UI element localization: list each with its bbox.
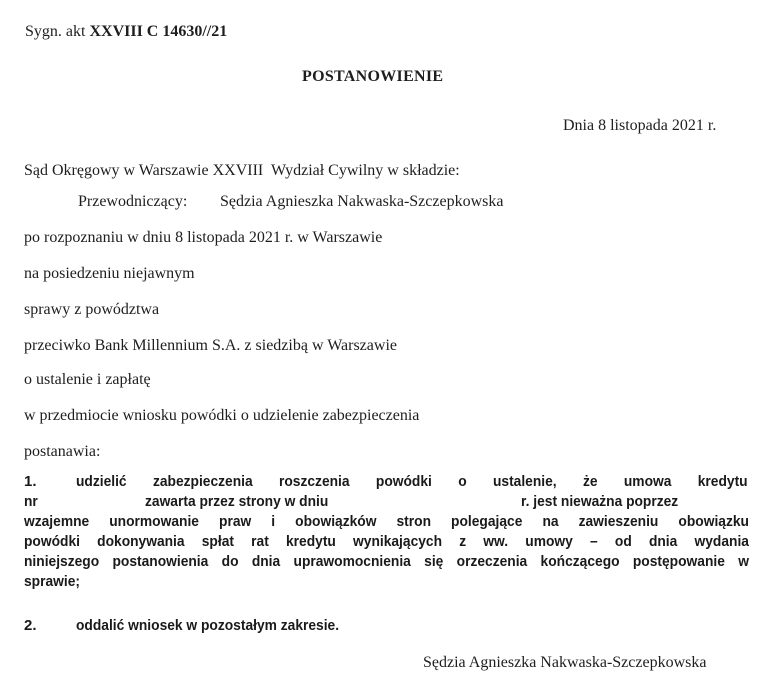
ruling-item-number: 2. bbox=[24, 617, 37, 634]
document-date: Dnia 8 listopada 2021 r. bbox=[563, 117, 717, 134]
ruling-item-text: oddalić wniosek w pozostałym zakresie. bbox=[76, 617, 340, 634]
case-number: XXVIII C 14630//21 bbox=[89, 23, 228, 40]
ruling-body-line: powódki dokonywania spłat rat kredytu wynikających z ww. umowy – od dnia wydania bbox=[24, 533, 749, 550]
case-signature-prefix: Sygn. akt bbox=[25, 23, 90, 40]
concluded-by-text: zawarta przez strony w dniu bbox=[145, 493, 329, 510]
decides-label: postanawia: bbox=[24, 443, 101, 460]
motion-subject: w przedmiocie wniosku powódki o udzielenie zabezpieczenia bbox=[24, 407, 420, 424]
ruling-body-line: niniejszego postanowienia do dnia uprawomocnienia się orzeczenia kończącego postępowanie w bbox=[24, 553, 749, 570]
ruling-item-body bbox=[24, 512, 749, 592]
chair-name: Sędzia Agnieszka Nakwaska-Szczepkowska bbox=[220, 193, 504, 210]
document-title: POSTANOWIENIE bbox=[302, 68, 444, 85]
hearing-info: po rozpoznaniu w dniu 8 listopada 2021 r. w Warszawie bbox=[24, 229, 383, 246]
ruling-body-line: sprawie; bbox=[24, 573, 80, 590]
loan-number-label: nr bbox=[24, 493, 38, 510]
ruling-item-number: 1. bbox=[24, 473, 37, 490]
defendant-line: przeciwko Bank Millennium S.A. z siedzibą w Warszawie bbox=[24, 337, 397, 354]
ruling-body-line: wzajemne unormowanie praw i obowiązków stron polegające na zawieszeniu obowiązku bbox=[24, 513, 749, 530]
plaintiff-line: sprawy z powództwa bbox=[24, 301, 160, 318]
judge-signature: Sędzia Agnieszka Nakwaska-Szczepkowska bbox=[423, 654, 707, 671]
ruling-item-text-first-line: udzielić zabezpieczenia roszczenia powódki o ustalenie, że umowa kredytu bbox=[76, 473, 748, 490]
case-signature bbox=[25, 23, 227, 41]
claim-subject: o ustalenie i zapłatę bbox=[24, 371, 151, 388]
invalid-text: r. jest nieważna poprzez bbox=[521, 493, 679, 510]
session-type: na posiedzeniu niejawnym bbox=[24, 265, 195, 282]
chair-label: Przewodniczący: bbox=[78, 193, 188, 210]
court-composition: Sąd Okręgowy w Warszawie XXVIII Wydział Cywilny w składzie: bbox=[24, 162, 460, 179]
ruling-item-text-second-line bbox=[24, 492, 748, 512]
